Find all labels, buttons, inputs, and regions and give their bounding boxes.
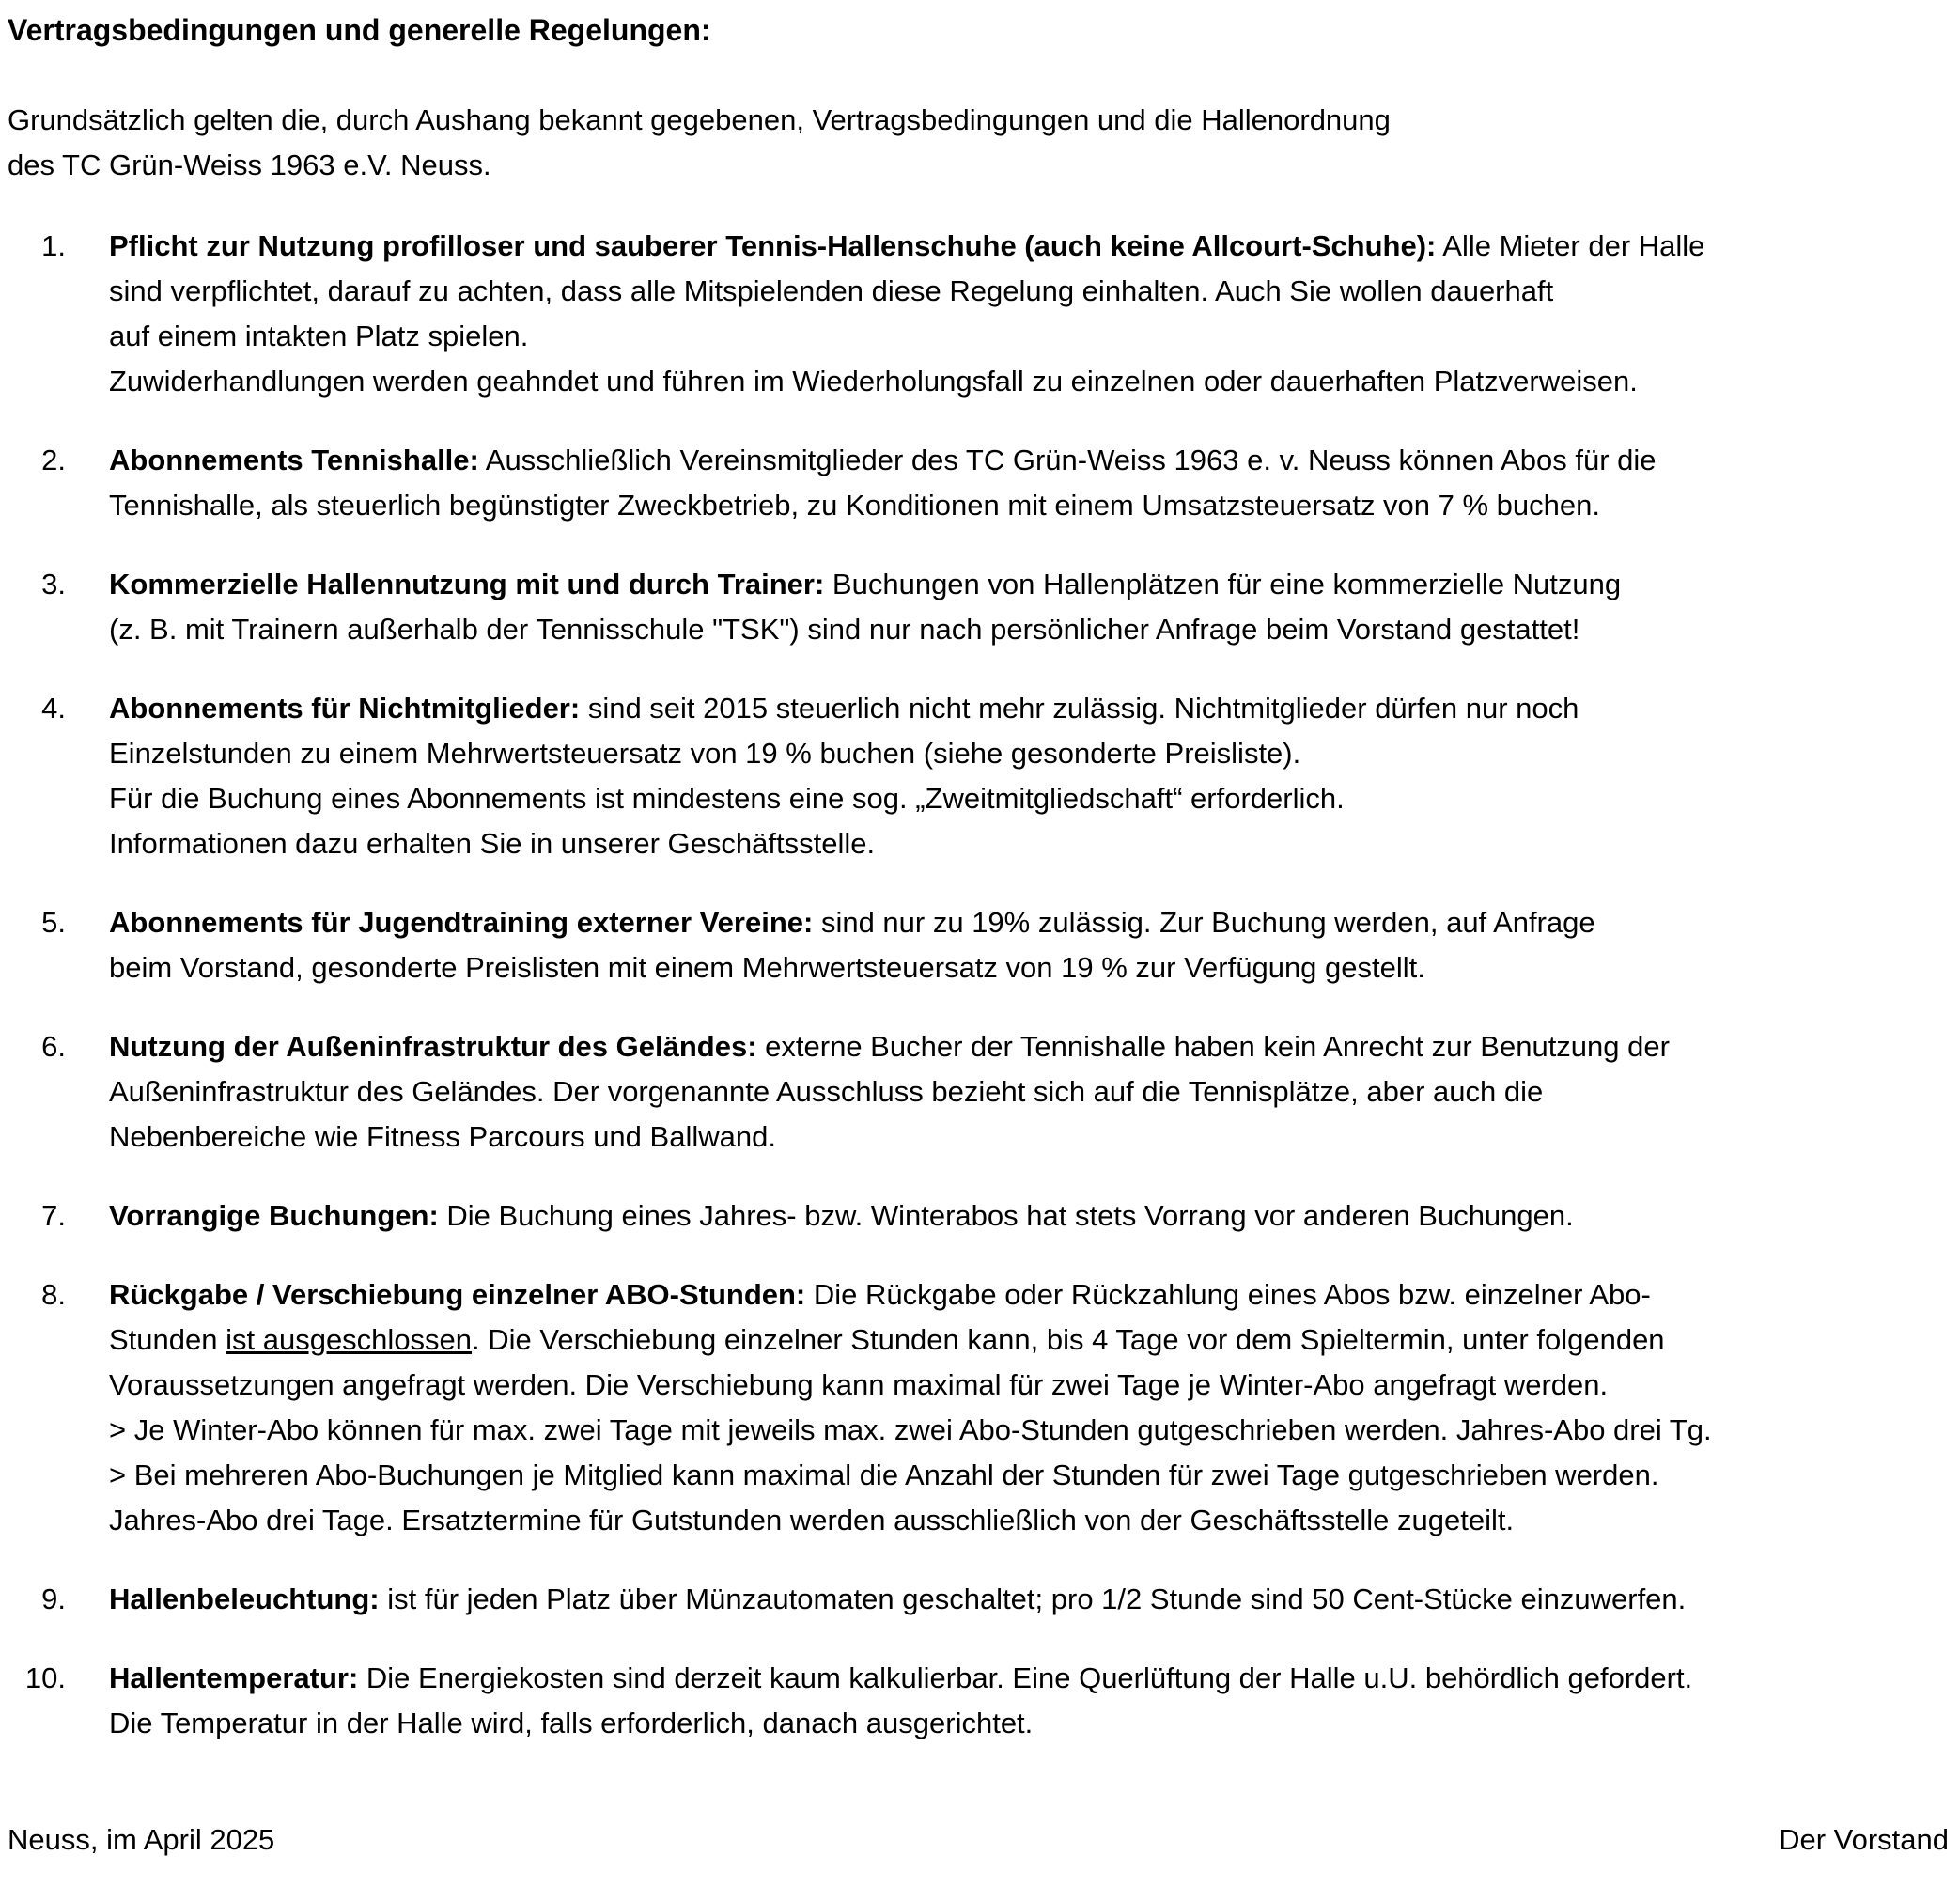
item-lead-in: Pflicht zur Nutzung profilloser und sauberer Tennis-Hallenschuhe (auch keine Allcourt-Schuhe):: [109, 229, 1437, 262]
text-segment: (z. B. mit Trainern außerhalb der Tennisschule "TSK") sind nur nach persönlicher Anfrage beim Vorstand gestattet!: [109, 613, 1580, 646]
text-segment: Informationen dazu erhalten Sie in unserer Geschäftsstelle.: [109, 827, 876, 860]
rules-list: [8, 224, 1949, 1780]
text-line: [109, 1498, 1712, 1543]
item-body: [109, 224, 1704, 404]
text-segment: sind seit 2015 steuerlich nicht mehr zulässig. Nichtmitglieder dürfen nur noch: [580, 692, 1579, 725]
item-number: 6.: [41, 1030, 66, 1063]
text-segment: Nebenbereiche wie Fitness Parcours und Ballwand.: [109, 1120, 776, 1153]
item-body: [109, 1193, 1574, 1239]
text-line: [109, 314, 1704, 359]
text-line: [109, 1363, 1712, 1408]
text-line: [109, 1701, 1692, 1746]
list-item: [8, 562, 1949, 652]
text-segment: Jahres-Abo drei Tage. Ersatztermine für Gutstunden werden ausschließlich von der Geschäftsstelle zugeteilt.: [109, 1504, 1515, 1536]
item-body: [109, 1272, 1712, 1543]
text-line: [109, 483, 1657, 528]
list-item: [8, 1272, 1949, 1543]
underlined-text: ist ausgeschlossen: [226, 1323, 473, 1356]
list-item: [8, 1193, 1949, 1239]
item-lead-in: Abonnements für Jugendtraining externer Vereine:: [109, 906, 814, 939]
text-line: [109, 686, 1579, 731]
list-item: [8, 224, 1949, 404]
text-line: [109, 1272, 1712, 1318]
text-segment: Stunden: [109, 1323, 226, 1356]
text-segment: Die Buchung eines Jahres- bzw. Winterabos hat stets Vorrang vor anderen Buchungen.: [438, 1199, 1574, 1232]
item-body: [109, 1577, 1686, 1622]
intro-line-1: Grundsätzlich gelten die, durch Aushang bekannt gegebenen, Vertragsbedingungen und die Hallenordnung: [8, 103, 1391, 136]
item-number: 9.: [41, 1583, 66, 1615]
item-lead-in: Abonnements für Nichtmitglieder:: [109, 692, 581, 725]
text-segment: auf einem intakten Platz spielen.: [109, 320, 529, 352]
item-number: 5.: [41, 906, 66, 939]
list-item: [8, 1577, 1949, 1622]
text-segment: Voraussetzungen angefragt werden. Die Verschiebung kann maximal für zwei Tage je Winter-Abo angefragt werden.: [109, 1368, 1609, 1401]
text-line: [109, 1024, 1670, 1069]
item-body: [109, 900, 1595, 990]
text-segment: Zuwiderhandlungen werden geahndet und führen im Wiederholungsfall zu einzelnen oder dauerhaften Platzverweisen.: [109, 365, 1638, 398]
text-segment: sind verpflichtet, darauf zu achten, dass alle Mitspielenden diese Regelung einhalten. Auch Sie wollen dauerhaft: [109, 274, 1554, 307]
text-segment: sind nur zu 19% zulässig. Zur Buchung werden, auf Anfrage: [813, 906, 1595, 939]
text-segment: Einzelstunden zu einem Mehrwertsteuersatz von 19 % buchen (siehe gesonderte Preisliste).: [109, 737, 1301, 770]
list-item: [8, 1024, 1949, 1160]
text-line: [109, 562, 1621, 607]
item-body: [109, 686, 1579, 866]
text-segment: Alle Mieter der Halle: [1436, 229, 1705, 262]
item-number: 4.: [41, 692, 66, 725]
text-line: [109, 1453, 1712, 1498]
item-body: [109, 1656, 1692, 1746]
text-line: [109, 1115, 1670, 1160]
text-line: [109, 269, 1704, 314]
text-segment: beim Vorstand, gesonderte Preislisten mit einem Mehrwertsteuersatz von 19 % zur Verfügung gestellt.: [109, 951, 1425, 984]
text-segment: Die Energiekosten sind derzeit kaum kalkulierbar. Eine Querlüftung der Halle u.U. behördlich gefordert.: [358, 1661, 1693, 1694]
item-lead-in: Rückgabe / Verschiebung einzelner ABO-Stunden:: [109, 1278, 806, 1311]
item-lead-in: Abonnements Tennishalle:: [109, 444, 479, 476]
item-body: [109, 438, 1657, 528]
item-number: 10.: [24, 1661, 66, 1694]
item-number: 8.: [41, 1278, 66, 1311]
intro-paragraph: [8, 98, 1949, 188]
text-segment: > Bei mehreren Abo-Buchungen je Mitglied kann maximal die Anzahl der Stunden für zwei Tage gutgeschrieben werden.: [109, 1458, 1659, 1491]
item-number: 3.: [41, 568, 66, 600]
text-line: [109, 1069, 1670, 1115]
list-item: [8, 686, 1949, 866]
footer-place-date: Neuss, im April 2025: [8, 1823, 275, 1856]
text-segment: > Je Winter-Abo können für max. zwei Tage mit jeweils max. zwei Abo-Stunden gutgeschrieben werden. Jahres-Abo drei Tg.: [109, 1413, 1712, 1446]
item-number: 7.: [41, 1199, 66, 1232]
text-segment: ist für jeden Platz über Münzautomaten geschaltet; pro 1/2 Stunde sind 50 Cent-Stücke einzuwerfen.: [379, 1583, 1687, 1615]
item-number: 1.: [41, 229, 66, 262]
footer-signature: Der Vorstand: [1779, 1823, 1949, 1856]
text-segment: . Die Verschiebung einzelner Stunden kann, bis 4 Tage vor dem Spieltermin, unter folgenden: [472, 1323, 1665, 1356]
intro-line-2: des TC Grün-Weiss 1963 e.V. Neuss.: [8, 148, 491, 181]
text-segment: Für die Buchung eines Abonnements ist mindestens eine sog. „Zweitmitgliedschaft“ erforderlich.: [109, 782, 1345, 815]
item-lead-in: Hallentemperatur:: [109, 1661, 359, 1694]
text-line: [109, 1318, 1712, 1363]
document-footer: [8, 1780, 1949, 1863]
list-item: [8, 1656, 1949, 1746]
text-line: [109, 1193, 1574, 1239]
text-segment: Die Temperatur in der Halle wird, falls erforderlich, danach ausgerichtet.: [109, 1707, 1034, 1739]
text-line: [109, 224, 1704, 269]
text-line: [109, 731, 1579, 776]
item-lead-in: Vorrangige Buchungen:: [109, 1199, 439, 1232]
item-number: 2.: [41, 444, 66, 476]
text-line: [109, 1656, 1692, 1701]
item-lead-in: Nutzung der Außeninfrastruktur des Geländes:: [109, 1030, 757, 1063]
document-title: Vertragsbedingungen und generelle Regelungen:: [8, 13, 711, 47]
text-line: [109, 945, 1595, 990]
text-segment: Außeninfrastruktur des Geländes. Der vorgenannte Ausschluss bezieht sich auf die Tennisplätze, aber auch die: [109, 1075, 1544, 1108]
list-item: [8, 438, 1949, 528]
text-segment: Buchungen von Hallenplätzen für eine kommerzielle Nutzung: [824, 568, 1622, 600]
item-body: [109, 1024, 1670, 1160]
text-line: [109, 438, 1657, 483]
text-segment: externe Bucher der Tennishalle haben kein Anrecht zur Benutzung der: [756, 1030, 1670, 1063]
text-segment: Tennishalle, als steuerlich begünstigter Zweckbetrieb, zu Konditionen mit einem Umsatzsteuersatz von 7 % buchen.: [109, 489, 1600, 522]
text-line: [109, 1577, 1686, 1622]
text-line: [109, 900, 1595, 945]
item-body: [109, 562, 1621, 652]
text-line: [109, 607, 1621, 652]
item-lead-in: Kommerzielle Hallennutzung mit und durch Trainer:: [109, 568, 825, 600]
text-line: [109, 1408, 1712, 1453]
item-lead-in: Hallenbeleuchtung:: [109, 1583, 380, 1615]
text-segment: Die Rückgabe oder Rückzahlung eines Abos bzw. einzelner Abo-: [805, 1278, 1651, 1311]
list-item: [8, 900, 1949, 990]
text-line: [109, 821, 1579, 866]
text-line: [109, 359, 1704, 404]
text-line: [109, 776, 1579, 821]
text-segment: Ausschließlich Vereinsmitglieder des TC Grün-Weiss 1963 e. v. Neuss können Abos für die: [478, 444, 1657, 476]
